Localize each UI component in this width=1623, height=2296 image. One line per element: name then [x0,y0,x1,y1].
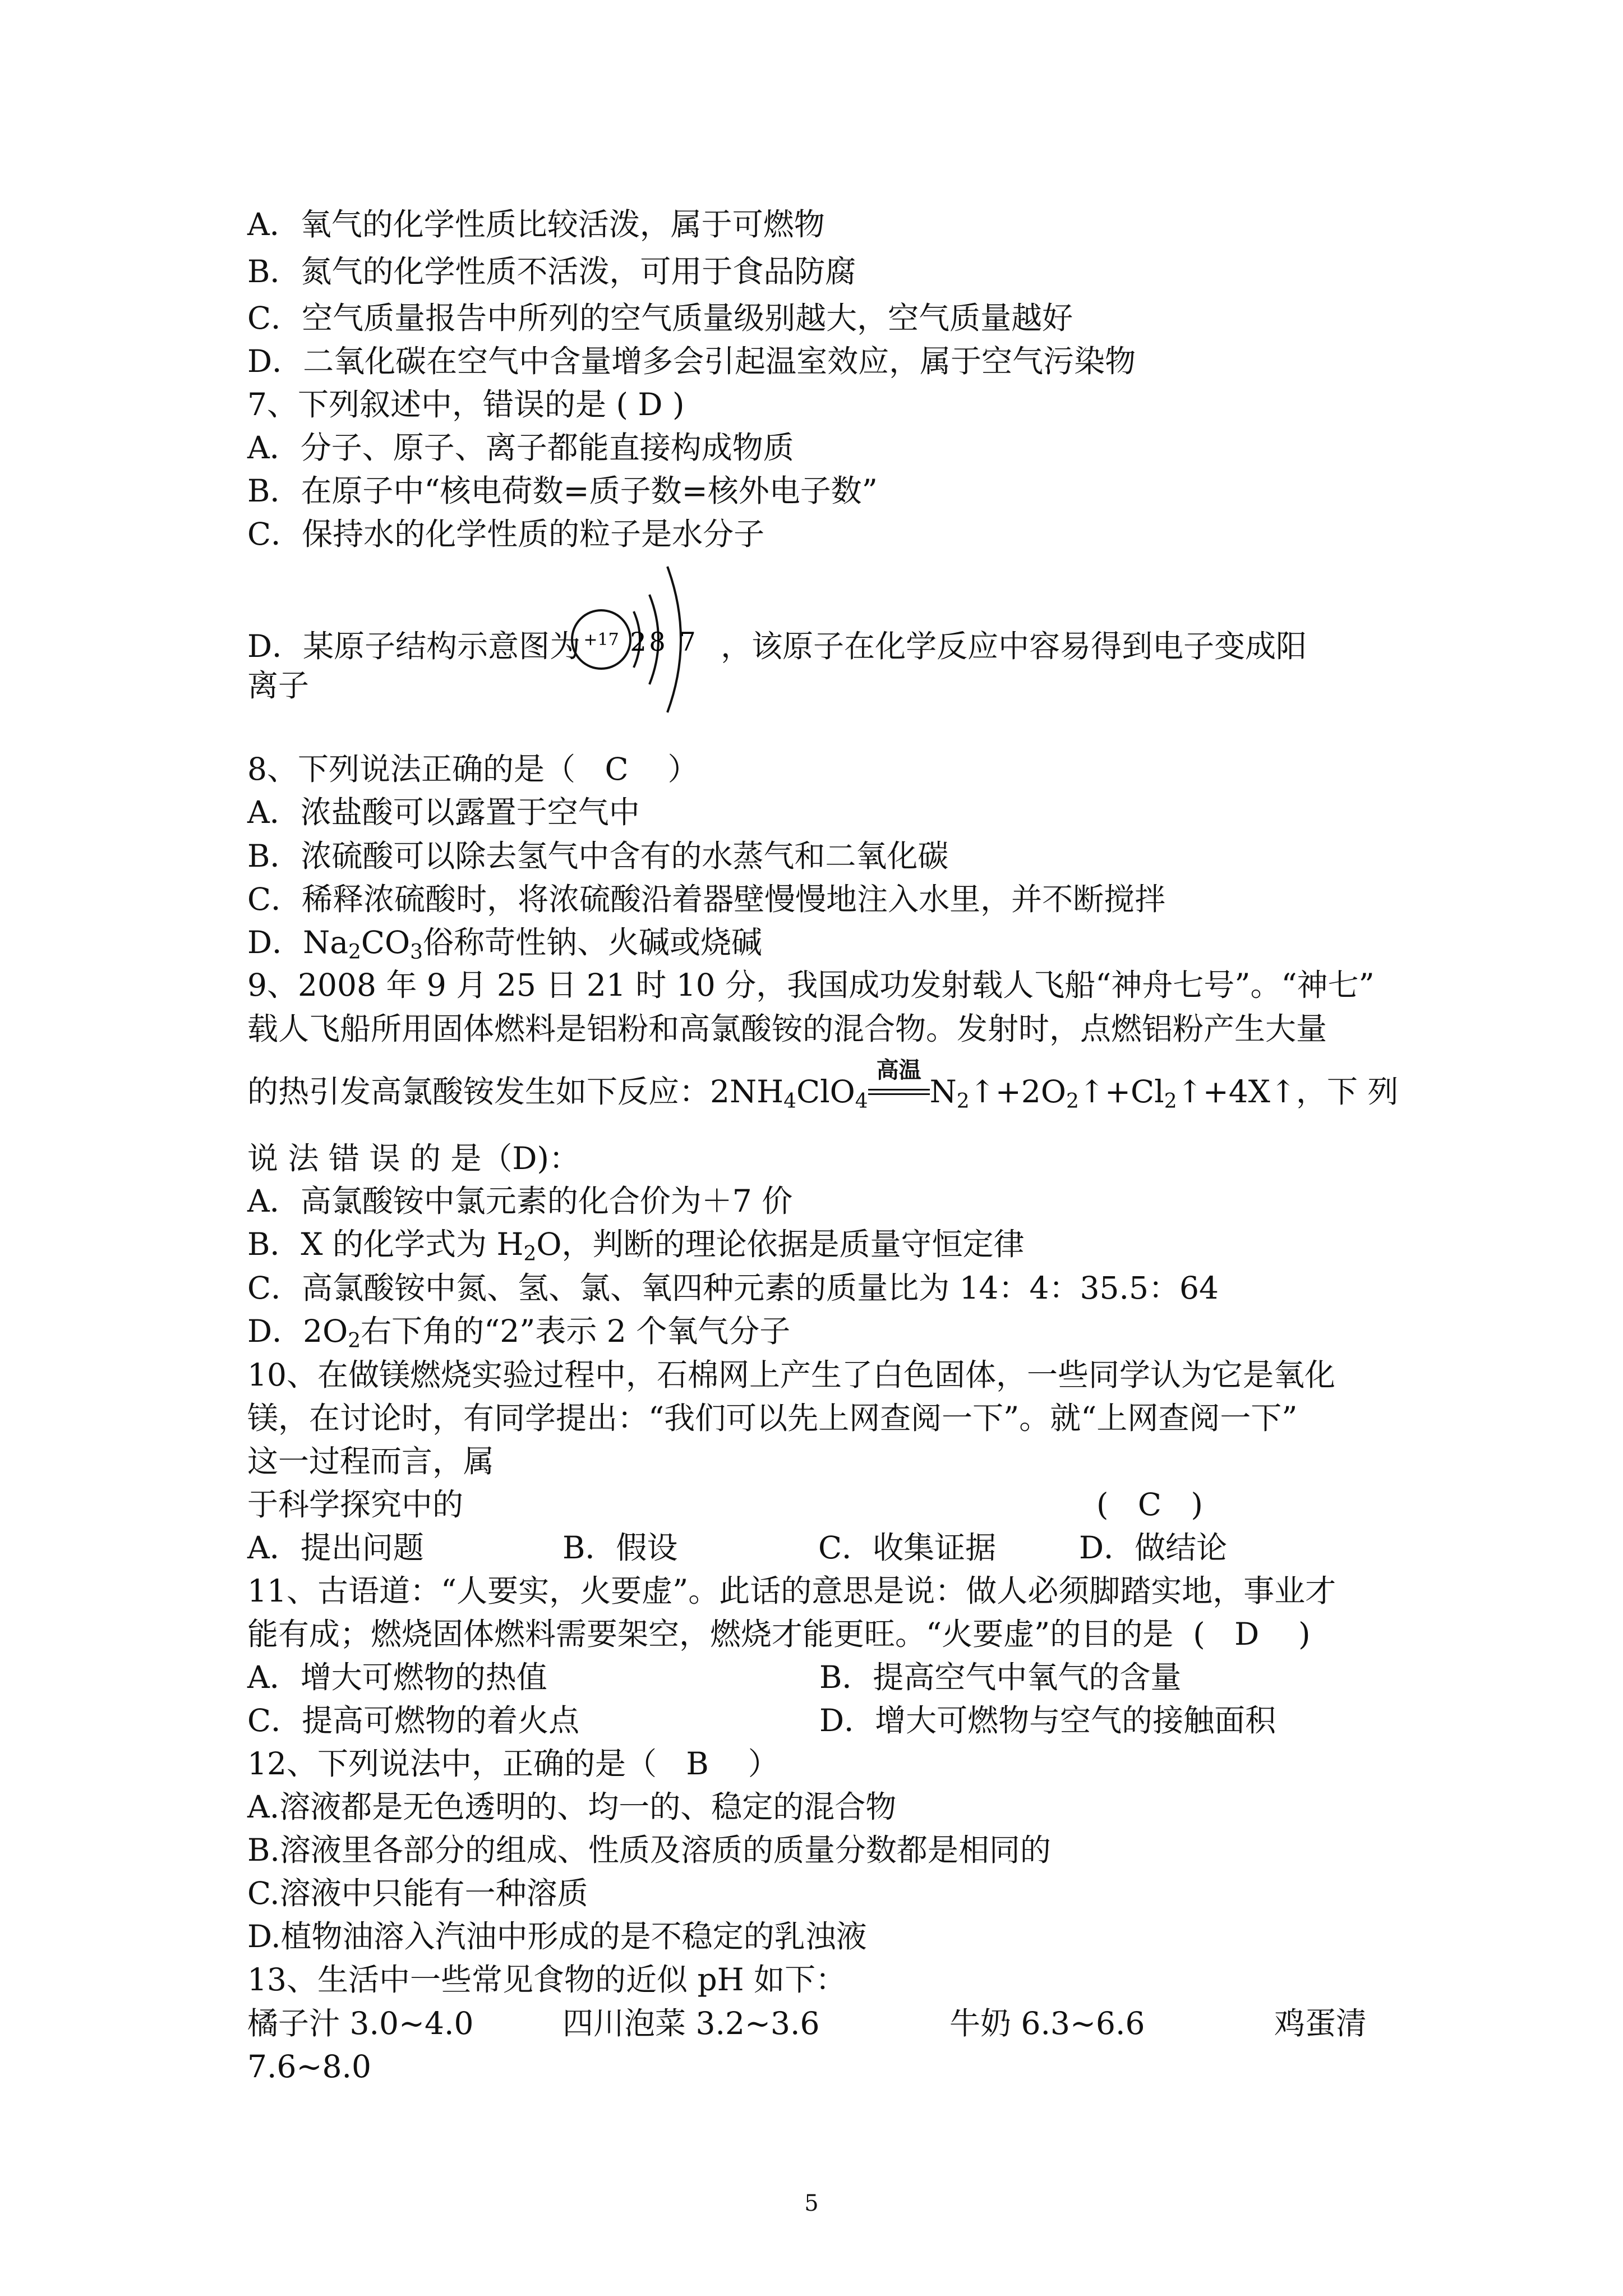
q13-food-2: 四川泡菜 3.2~3.6 [562,2005,820,2041]
q8-d-sub-2: 3 [410,941,423,964]
q8-option-b: B．浓硫酸可以除去氢气中含有的水蒸气和二氧化碳 [247,838,949,874]
q9-eq-sub-3: 2 [956,1090,970,1113]
q8-stem: 8、下列说法正确的是（ C ） [247,751,699,787]
q11-line-1: 11、古语道：“人要实，火要虚”。此话的意思是说：做人必须脚踏实地，事业才 [247,1573,1336,1609]
q11-option-c: C．提高可燃物的着火点 [247,1703,580,1738]
q6-option-b: B．氮气的化学性质不活泼，可用于食品防腐 [247,254,856,289]
q7-option-b: B．在原子中“核电荷数=质子数=核外电子数” [247,473,878,509]
q10-answer: ( C ) [1096,1487,1203,1522]
page-number: 5 [804,2191,819,2216]
q9-eq-text-5: ↑+Cl [1078,1074,1164,1110]
atom-shell-1-count: 2 [630,627,647,657]
q9-line-1: 9、2008 年 9 月 25 日 21 时 10 分，我国成功发射载人飞船“神舟七号”。“神七” [247,967,1375,1003]
q6-option-a: A．氧气的化学性质比较活泼，属于可燃物 [247,206,825,242]
q10-line-4: 于科学探究中的 [247,1487,464,1522]
q13-stem: 13、生活中一些常见食物的近似 pH 如下： [247,1962,847,1998]
q9-reaction-condition [868,1057,930,1110]
q11-option-d: D．增大可燃物与空气的接触面积 [819,1703,1276,1738]
q7-option-d-continuation: 离子 [247,668,310,703]
q9-b-text-1: B．X 的化学式为 H [247,1226,524,1262]
q10-option-d: D．做结论 [1079,1530,1228,1566]
q7-option-a: A．分子、原子、离子都能直接构成物质 [247,430,794,466]
q9-option-a: A．高氯酸铵中氯元素的化合价为＋7 价 [247,1183,793,1219]
q9-b-text-2: O，判断的理论依据是质量守恒定律 [536,1226,1025,1262]
q8-d-text-2: CO [361,924,411,960]
q7-stem: 7、下列叙述中，错误的是 ( D ) [247,386,685,422]
q13-food-4: 鸡蛋清 [1274,2005,1367,2041]
q13-food-3: 牛奶 6.3~6.6 [949,2005,1145,2041]
q10-option-a: A．提出问题 [247,1530,424,1566]
q10-line-2: 镁，在讨论时，有同学提出：“我们可以先上网查阅一下”。就“上网查阅一下” [247,1400,1298,1436]
q9-line-4: 说 法 错 误 的 是（D)： [247,1140,580,1176]
atom-structure-diagram [561,544,729,729]
q12-option-c: C.溶液中只能有一种溶质 [247,1875,588,1911]
q9-b-sub: 2 [523,1243,537,1266]
q9-equal-sign [868,1087,930,1098]
q12-option-b: B.溶液里各部分的组成、性质及溶质的质量分数都是相同的 [247,1832,1051,1868]
q9-eq-condition-text: 高温 [876,1057,921,1083]
q8-d-text-1: D．Na [247,924,349,960]
q12-option-d: D.植物油溶入汽油中形成的是不稳定的乳浊液 [247,1918,867,1954]
q12-option-a: A.溶液都是无色透明的、均一的、稳定的混合物 [247,1789,897,1825]
q9-equation-line [247,1057,1399,1113]
q8-option-d [247,924,763,964]
q9-eq-text-6: ↑+4X↑，下 列 [1177,1074,1399,1110]
q13-food-4-value: 7.6~8.0 [247,2049,372,2085]
q7-option-d [247,628,1307,664]
q10-option-b: B．假设 [562,1530,678,1566]
q8-option-c: C．稀释浓硫酸时，将浓硫酸沿着器壁慢慢地注入水里，并不断搅拌 [247,881,1166,917]
q8-option-a: A．浓盐酸可以露置于空气中 [247,794,640,830]
q9-d-text-1: D．2O [247,1313,348,1349]
q7-option-d-prefix: D．某原子结构示意图为 [247,628,581,664]
q10-line-3: 这一过程而言，属 [247,1443,495,1479]
q9-option-c: C．高氯酸铵中氮、氢、氯、氧四种元素的质量比为 14：4：35.5：64 [247,1270,1219,1306]
q9-eq-sub-4: 2 [1066,1090,1079,1113]
q9-eq-text-4: ↑+2O [969,1074,1066,1110]
q9-line-2: 载人飞船所用固体燃料是铝粉和高氯酸铵的混合物。发射时，点燃铝粉产生大量 [247,1011,1327,1047]
q9-eq-text-2: ClO [796,1074,855,1110]
q9-eq-sub-5: 2 [1164,1090,1177,1113]
q11-option-a: A．增大可燃物的热值 [247,1659,547,1695]
q9-option-b [247,1226,1025,1266]
q8-d-text-3: 俗称苛性钠、火碱或烧碱 [423,924,763,960]
atom-shell-2-count: 8 [649,627,666,657]
q9-eq-sub-2: 4 [855,1090,868,1113]
q12-stem: 12、下列说法中，正确的是（ B ） [247,1746,779,1782]
q8-d-sub-1: 2 [348,941,361,964]
q9-option-d [247,1313,791,1352]
q13-food-1: 橘子汁 3.0~4.0 [247,2005,474,2041]
q10-option-c: C．收集证据 [818,1530,997,1566]
q9-eq-sub-1: 4 [783,1090,796,1113]
atom-nucleus-charge: +17 [583,630,619,650]
q9-d-sub: 2 [348,1329,361,1352]
atom-shell-3-count: 7 [679,627,696,657]
q7-option-c: C．保持水的化学性质的粒子是水分子 [247,516,765,552]
q11-line-2: 能有成；燃烧固体燃料需要架空，燃烧才能更旺。“火要虚”的目的是 ( D ) [247,1616,1311,1652]
q9-d-text-2: 右下角的“2”表示 2 个氧气分子 [361,1313,791,1349]
q10-line-1: 10、在做镁燃烧实验过程中，石棉网上产生了白色固体，一些同学认为它是氧化 [247,1357,1335,1393]
q6-option-c: C．空气质量报告中所列的空气质量级别越大，空气质量越好 [247,300,1073,336]
q9-eq-text-1: 的热引发高氯酸铵发生如下反应：2NH [247,1074,784,1110]
q7-option-d-suffix: ，该原子在化学反应中容易得到电子变成阳 [721,628,1307,664]
q9-eq-text-3: N [929,1074,957,1110]
q6-option-d: D．二氧化碳在空气中含量增多会引起温室效应，属于空气污染物 [247,343,1136,379]
q11-option-b: B．提高空气中氧气的含量 [819,1659,1182,1695]
